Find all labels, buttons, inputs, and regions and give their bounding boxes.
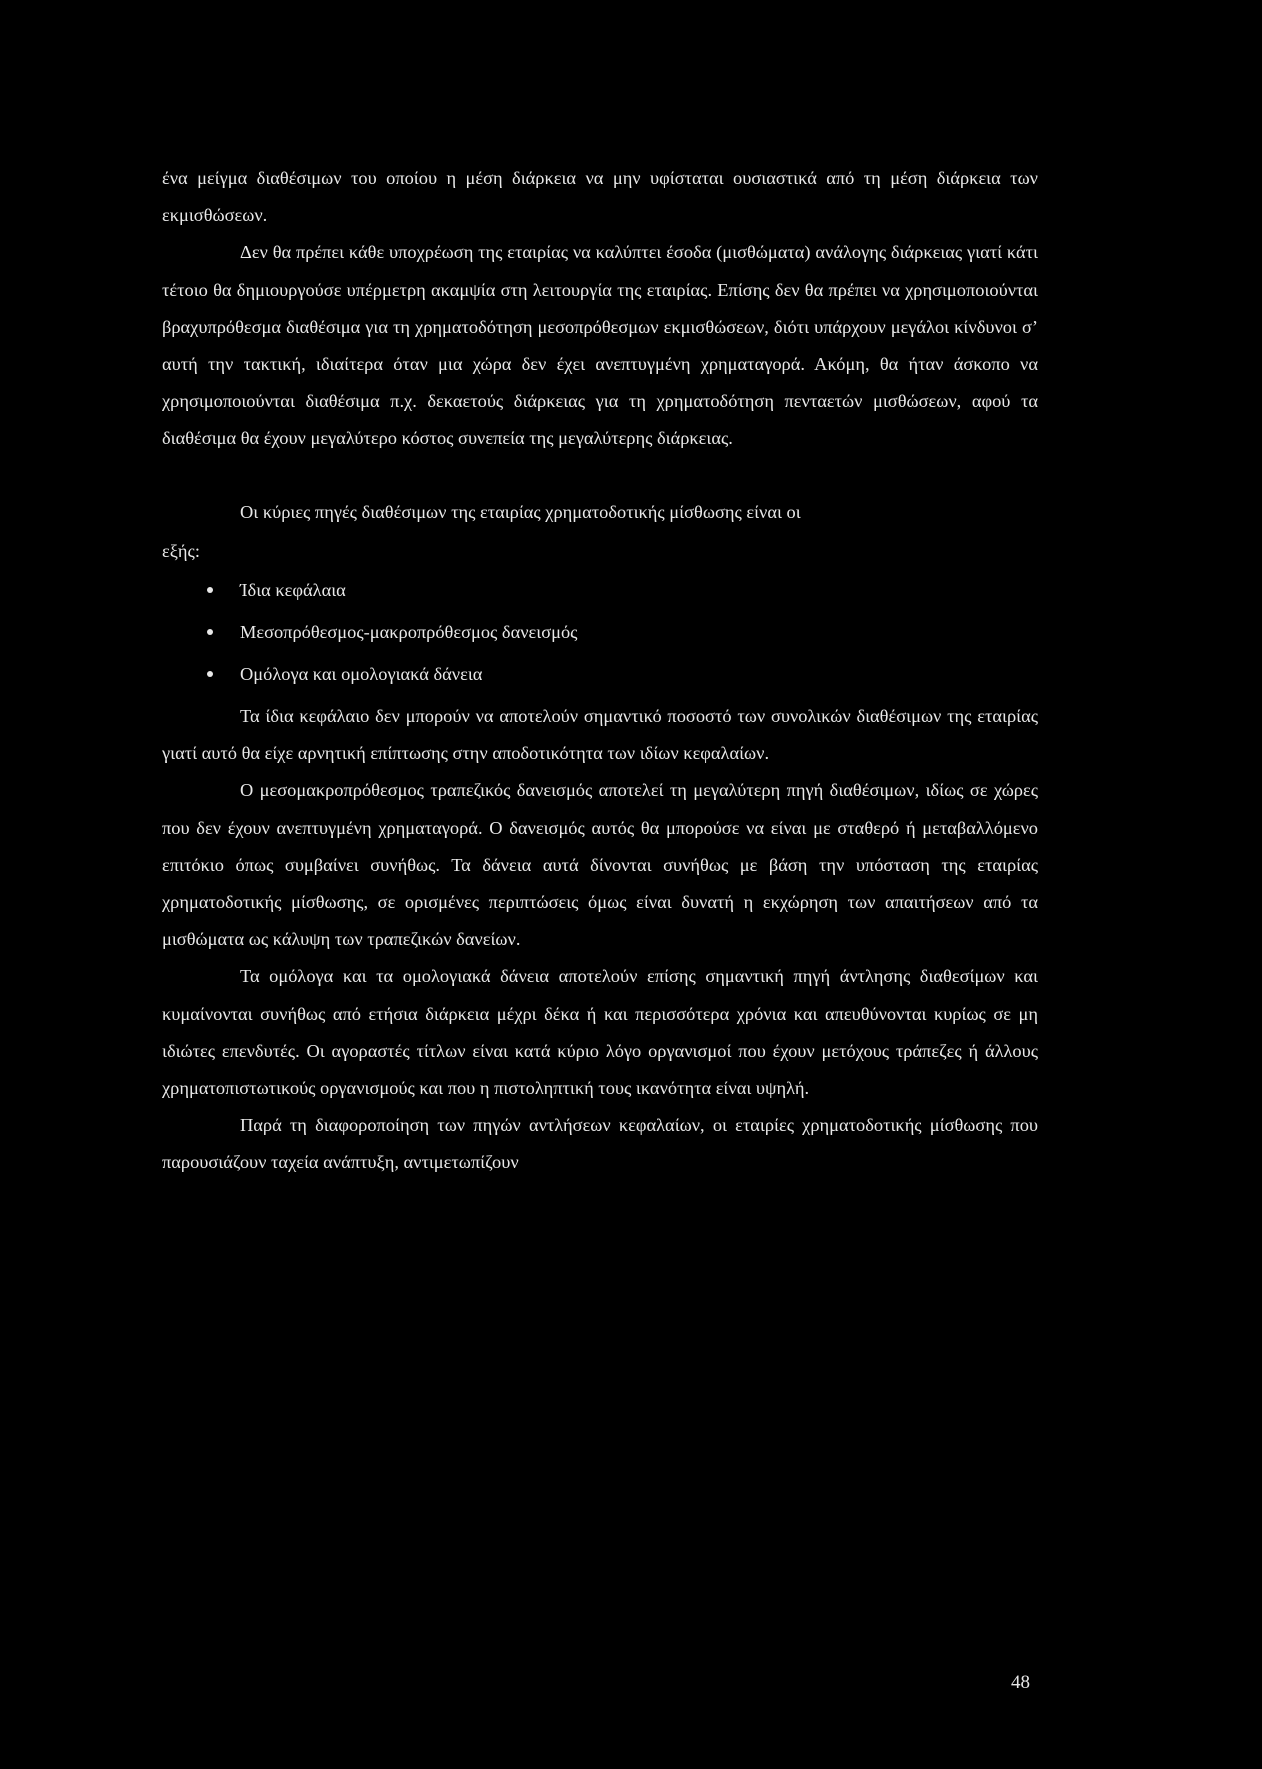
paragraph-diversification: Παρά τη διαφοροποίηση των πηγών αντλήσεων κεφαλαίων, οι εταιρίες χρηματοδοτικής μίσθωσης που παρουσιάζουν ταχεία ανάπτυξη, αντιμετωπίζουν [162,1115,1038,1173]
sources-list [162,572,1038,698]
paragraph-bank-loans: Ο μεσομακροπρόθεσμος τραπεζικός δανεισμός αποτελεί τη μεγαλύτερη πηγή διαθέσιμων, ιδίως σε χώρες που δεν έχουν ανεπτυγμένη χρηματαγορά. Ο δανεισμός αυτός θα μπορούσε να είναι με σταθερό ή μεταβαλλόμενο επιτόκιο όπως συμβαίνει συνήθως. Τα δάνεια αυτά δίνονται συνήθως με βάση την υπόσταση της εταιρίας χρηματοδοτικής μίσθωσης, σε ορισμένες περιπτώσεις όμως είναι δυνατή η εκχώρηση των απαιτήσεων από τα μισθώματα ως κάλυψη των τραπεζικών δανείων. [162,780,1038,950]
list-item [162,656,1038,698]
paragraph-equity: Τα ίδια κεφάλαιο δεν μπορούν να αποτελούν σημαντικό ποσοστό των συνολικών διαθέσιμων της εταιρίας γιατί αυτό θα είχε αρνητική επίπτωσης στην αποδοτικότητα των ιδίων κεφαλαίων. [162,706,1038,764]
sources-intro [162,494,1038,570]
paragraph-continuation: ένα μείγμα διαθέσιμων του οποίου η μέση διάρκεια να μην υφίσταται ουσιαστικά από τη μέση διάρκεια των εκμισθώσεων. [162,168,1038,226]
bullet-icon [207,671,213,677]
sources-intro-continuation: εξής: [162,540,200,561]
list-item-label: Μεσοπρόθεσμος-μακροπρόθεσμος δανεισμός [240,622,578,643]
paragraph-bonds: Τα ομόλογα και τα ομολογιακά δάνεια αποτελούν επίσης σημαντική πηγή άντλησης διαθεσίμων και κυμαίνονται συνήθως από ετήσια διάρκεια μέχρι δέκα ή και περισσότερα χρόνια και απευθύνονται κυρίως σε μη ιδιώτες επενδυτές. Οι αγοραστές τίτλων είναι κατά κύριο λόγο οργανισμοί που έχουν μετόχους τράπεζες ή άλλους χρηματοπιστωτικούς οργανισμούς και που η πιστοληπτική τους ικανότητα είναι υψηλή. [162,966,1038,1099]
bullet-icon [207,629,213,635]
list-item [162,572,1038,614]
page-number: 48 [1011,1672,1030,1693]
list-item-label: Ομόλογα και ομολογιακά δάνεια [240,664,483,685]
paragraph-obligations: Δεν θα πρέπει κάθε υποχρέωση της εταιρίας να καλύπτει έσοδα (μισθώματα) ανάλογης διάρκειας γιατί κάτι τέτοιο θα δημιουργούσε υπέρμετρη ακαμψία στη λειτουργία της εταιρίας. Επίσης δεν θα πρέπει να χρησιμοποιούνται βραχυπρόθεσμα διαθέσιμα για τη χρηματοδότηση μεσοπρόθεσμων εκμισθώσεων, διότι υπάρχουν μεγάλοι κίνδυνοι σ’ αυτή την τακτική, ιδιαίτερα όταν μια χώρα δεν έχει ανεπτυγμένη χρηματαγορά. Ακόμη, θα ήταν άσκοπο να χρησιμοποιούνται διαθέσιμα π.χ. δεκαετούς διάρκειας για τη χρηματοδότηση πενταετών μισθώσεων, αφού τα διαθέσιμα θα έχουν μεγαλύτερο κόστος συνεπεία της μεγαλύτερης διάρκειας. [162,242,1038,449]
list-item [162,614,1038,656]
sources-intro-line: Οι κύριες πηγές διαθέσιμων της εταιρίας χρηματοδοτικής μίσθωσης είναι οι [240,501,801,522]
bullet-icon [207,587,213,593]
list-item-label: Ίδια κεφάλαια [240,580,346,601]
document-page [162,160,1038,1182]
